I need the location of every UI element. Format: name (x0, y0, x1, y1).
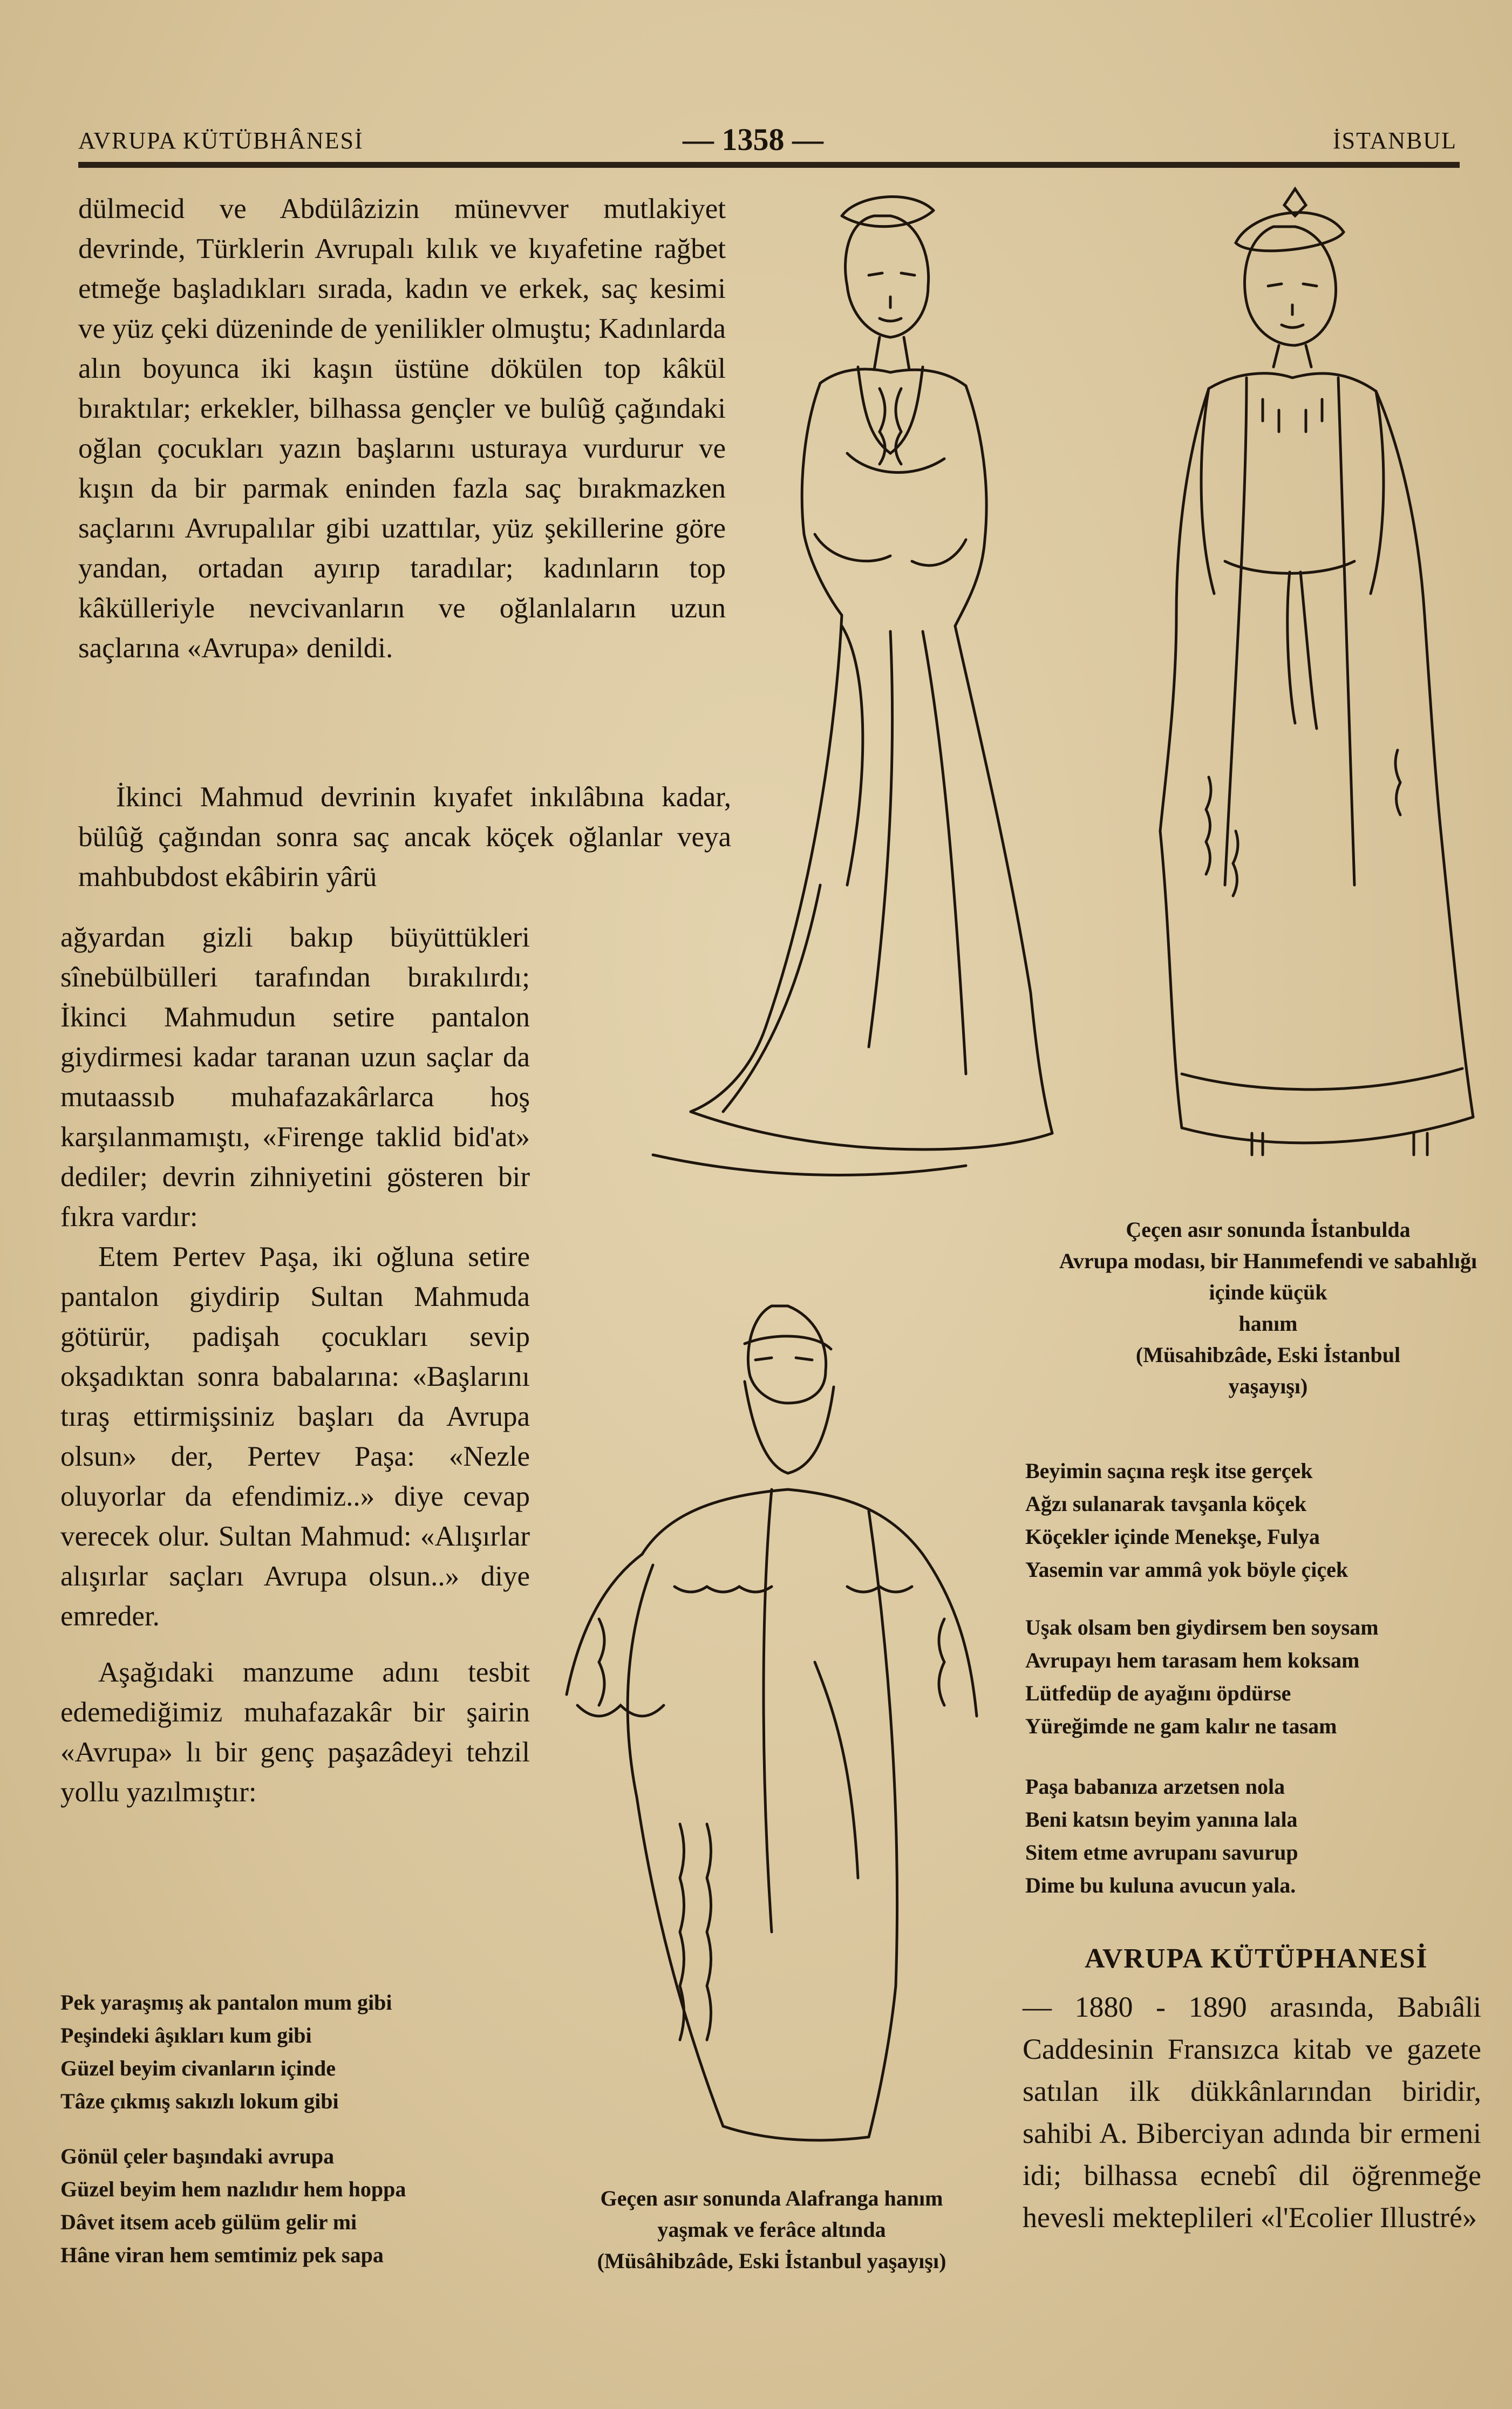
paragraph-hair: ağyardan gizli bakıp büyüttükleri sînebülbülleri tarafından bırakılırdı; İkinci Mahmudun setire pantalon giydirmesi kadar taranan uzun saçlar da mutaassıb muhafazakârlarca hoş karşılanmamıştı, «Firenge taklid bid'at» dediler; devrin zihniyetini gösteren bir fıkra vardır: (60, 922, 530, 1233)
paragraph-intro: dülmecid ve Abdülâzizin münevver mutlakiyet devrinde, Türklerin Avrupalı kılık ve kıyafetine rağbet etmeğe başladıkları sırada, kadın ve erkek, saç kesimi ve yüz çeki düzeninde de yenilikler olmuştu; Kadınlarda alın boyunca iki kaşın üstüne dökülen top kâkül bıraktılar; erkekler, bilhassa gençler ve bulûğ çağındaki oğlan çocukları yazın başlarını usturaya vurdurur ve kışın da bir parmak eninden fazla saç bırakmazken saçlarını Avrupalılar gibi uzattılar, yüz şekillerine göre yandan, ortadan ayırıp taradılar; kadınların top kâkülleriyle nevcivanların ve oğlanlaların uzun saçlarına «Avrupa» denildi. (78, 193, 726, 664)
poem-left-stanza-2 (60, 2140, 535, 2271)
caption-line: Avrupa modası, bir Hanımefendi ve sabahlığı içinde küçük (1059, 1249, 1477, 1304)
illustration-veiled-lady (545, 1284, 1014, 2169)
poem-left-stanza-1 (60, 1986, 535, 2118)
caption-line: yaşmak ve ferâce altında (657, 2217, 886, 2242)
paragraph-mahmud: İkinci Mahmud devrinin kıyafet inkılâbına kadar, bülûğ çağından sonra saç ancak köçek oğlanlar veya mahbubdost ekâbirin yârü (78, 781, 731, 893)
poem-line: Hâne viran hem semtimiz pek sapa (60, 2243, 384, 2267)
poem-line: Avrupayı hem tarasam hem koksam (1025, 1648, 1360, 1672)
poem-line: Beni katsın beyim yanına lala (1025, 1807, 1298, 1832)
fashion-illustration-drawing (588, 183, 1484, 1241)
poem-line: Peşindeki âşıkları kum gibi (60, 2023, 312, 2047)
poem-line: Tâze çıkmış sakızlı lokum gibi (60, 2089, 339, 2113)
caption-line: Geçen asır sonunda Alafranga hanım (600, 2186, 943, 2210)
caption-line: (Müsâhibzâde, Eski İstanbul yaşayışı) (597, 2249, 946, 2273)
paragraph-anecdote: Etem Pertev Paşa, iki oğluna setire pantalon giydirip Sultan Mahmuda götürür, padişah çocukları sevip okşadıktan sonra babalarına: «Başlarını tıraş ettirmişsiniz başları da Avrupa olsun» der, Pertev Paşa: «Nezle oluyorlar da efendimiz..» diye cevap verecek olur. Sultan Mahmud: «Alışırlar alışırlar saçları Avrupa olsun..» diye emreder. (60, 1241, 530, 1632)
poem-right-stanza-1 (1025, 1454, 1489, 1586)
caption-line: Çeçen asır sonunda İstanbulda (1126, 1217, 1411, 1242)
caption-line: (Müsahibzâde, Eski İstanbul (1135, 1343, 1401, 1367)
poem-line: Ağzı sulanarak tavşanla köçek (1025, 1492, 1307, 1516)
page-header (78, 116, 1457, 165)
article-column-narrow (60, 917, 530, 1812)
poem-line: Köçekler içinde Menekşe, Fulya (1025, 1525, 1320, 1549)
caption-line: hanım (1238, 1311, 1298, 1336)
header-rule (78, 162, 1460, 168)
poem-right-stanza-3 (1025, 1770, 1489, 1902)
poem-line: Lütfedüp de ayağını öpdürse (1025, 1681, 1291, 1705)
poem-right-stanza-2 (1025, 1611, 1489, 1743)
veiled-lady-drawing (545, 1284, 1014, 2169)
poem-line: Yüreğimde ne gam kalır ne tasam (1025, 1714, 1337, 1738)
poem-line: Gönül çeler başındaki avrupa (60, 2144, 335, 2168)
poem-line: Pek yaraşmış ak pantalon mum gibi (60, 1990, 392, 2015)
poem-line: Paşa babanıza arzetsen nola (1025, 1774, 1285, 1799)
library-text: — 1880 - 1890 arasında, Babıâli Caddesinin Fransızca kitab ve gazete satılan ilk dükkânlarından biridir, sahibi A. Biberciyan adında bir ermeni idi; bilhassa ecnebî dil öğrenmeğe hevesli mekteplileri «l'Ecolier Illustré» (1023, 1991, 1481, 2234)
poem-line: Güzel beyim civanların içinde (60, 2056, 336, 2080)
poem-line: Dime bu kuluna avucun yala. (1025, 1873, 1296, 1897)
illustration-european-fashion (588, 183, 1484, 1241)
poem-line: Beyimin saçına reşk itse gerçek (1025, 1459, 1313, 1483)
poem-line: Uşak olsam ben giydirsem ben soysam (1025, 1615, 1379, 1639)
poem-line: Dâvet itsem aceb gülüm gelir mi (60, 2210, 357, 2234)
poem-line: Yasemin var ammâ yok böyle çiçek (1025, 1557, 1348, 1582)
paragraph-poem-intro: Aşağıdaki manzume adını tesbit edemediğimiz muhafazakâr bir şairin «Avrupa» lı bir genç paşazâdeyi tehzil yollu yazılmıştır: (60, 1657, 530, 1808)
caption-line: yaşayışı) (1228, 1374, 1308, 1398)
page-number: — 1358 — (683, 122, 823, 157)
caption-european-fashion (1041, 1214, 1495, 1402)
poem-line: Güzel beyim hem nazlıdır hem hoppa (60, 2177, 406, 2201)
poem-line: Sitem etme avrupanı savurup (1025, 1840, 1298, 1864)
library-title: AVRUPA KÜTÜPHANESİ (1085, 1943, 1428, 1974)
caption-veiled-lady (534, 2183, 1009, 2277)
header-publication: AVRUPA KÜTÜBHÂNESİ (78, 127, 364, 154)
header-city: İSTANBUL (1332, 127, 1457, 154)
